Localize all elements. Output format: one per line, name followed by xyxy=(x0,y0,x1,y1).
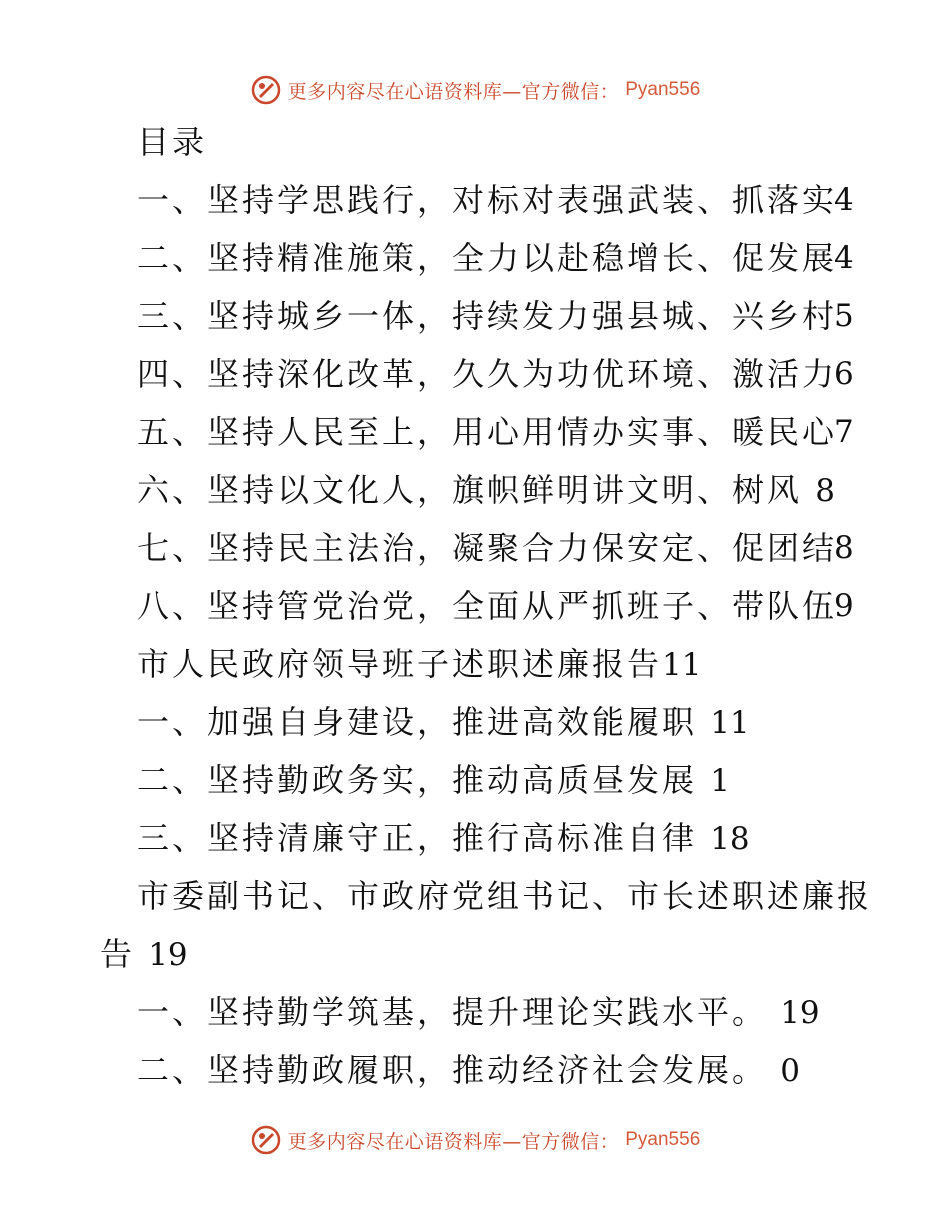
toc-entry-page: 7 xyxy=(834,414,854,450)
brand-logo-icon xyxy=(250,74,282,106)
toc-entry[interactable] xyxy=(137,176,854,224)
toc-entry-continuation[interactable] xyxy=(100,930,188,979)
toc-entry-page: 11 xyxy=(710,705,750,741)
toc-entry[interactable] xyxy=(137,582,854,630)
toc-entry-title: 一、坚持学思践行，对标对表强武装、抓落实 xyxy=(137,181,838,219)
watermark-text: 更多内容尽在心语资料库—官方微信： xyxy=(287,80,620,103)
toc-entry[interactable] xyxy=(137,466,835,515)
toc-entry-title: 三、坚持城乡一体，持续发力强县城、兴乡村 xyxy=(137,297,838,335)
toc-entry-page: 4 xyxy=(834,240,854,276)
toc-entry-title: 告 xyxy=(100,935,149,973)
toc-entry[interactable] xyxy=(137,234,854,282)
toc-entry-page: 5 xyxy=(834,298,854,334)
toc-entry-page: 18 xyxy=(710,821,750,857)
toc-entry-title: 五、坚持人民至上，用心用情办实事、暖民心 xyxy=(137,413,838,451)
toc-entry-page: 8 xyxy=(815,473,835,509)
toc-entry-page: 11 xyxy=(662,647,702,683)
toc-entry[interactable] xyxy=(137,524,854,572)
toc-entry[interactable] xyxy=(137,408,854,456)
watermark-footer xyxy=(0,1120,950,1160)
toc-heading: 目录 xyxy=(137,123,208,161)
toc-entry-page: 8 xyxy=(834,530,854,566)
toc-entry[interactable] xyxy=(137,350,854,398)
watermark-wechat-id: Pyan556 xyxy=(625,1129,701,1150)
toc-entry-page: 9 xyxy=(834,588,854,624)
watermark-wechat-id: Pyan556 xyxy=(625,79,701,100)
toc-entry[interactable] xyxy=(137,1046,800,1095)
toc-entry[interactable] xyxy=(137,756,730,805)
toc-entry[interactable] xyxy=(137,872,872,920)
toc-entry-title: 二、坚持精准施策，全力以赴稳增长、促发展 xyxy=(137,239,838,277)
brand-logo-icon xyxy=(250,1124,282,1156)
watermark-header xyxy=(0,70,950,110)
toc-entry-page: 0 xyxy=(780,1053,800,1089)
toc-entry-title: 四、坚持深化改革，久久为功优环境、激活力 xyxy=(137,355,838,393)
toc-entry-page: 4 xyxy=(834,182,854,218)
toc-entry-title: 市人民政府领导班子述职述廉报告 xyxy=(137,645,663,683)
toc-entry-title: 一、加强自身建设，推进高效能履职 xyxy=(137,703,711,741)
toc-entry-page: 19 xyxy=(780,995,820,1031)
toc-entry[interactable] xyxy=(137,640,701,689)
toc-entry-title: 一、坚持勤学筑基，提升理论实践水平。 xyxy=(137,993,781,1031)
toc-entry[interactable] xyxy=(137,814,750,863)
toc-entry-page: 1 xyxy=(710,763,730,799)
watermark-text: 更多内容尽在心语资料库—官方微信： xyxy=(287,1130,620,1153)
toc-entry-page: 19 xyxy=(148,937,188,973)
toc-entry-title: 六、坚持以文化人，旗帜鲜明讲文明、树风 xyxy=(137,471,816,509)
toc-entry-title: 三、坚持清廉守正，推行高标准自律 xyxy=(137,819,711,857)
toc-entry[interactable] xyxy=(137,988,820,1037)
toc-entry[interactable] xyxy=(137,698,750,747)
toc-entry-title: 二、坚持勤政务实，推动高质昼发展 xyxy=(137,761,711,799)
toc-entry-title: 市委副书记、市政府党组书记、市长述职述廉报 xyxy=(137,877,873,915)
toc-entry-page: 6 xyxy=(834,356,854,392)
toc-entry[interactable] xyxy=(137,292,854,340)
toc-entry-title: 七、坚持民主法治，凝聚合力保安定、促团结 xyxy=(137,529,838,567)
toc-entry-title: 二、坚持勤政履职，推动经济社会发展。 xyxy=(137,1051,781,1089)
toc-entry-title: 八、坚持管党治党，全面从严抓班子、带队伍 xyxy=(137,587,838,625)
